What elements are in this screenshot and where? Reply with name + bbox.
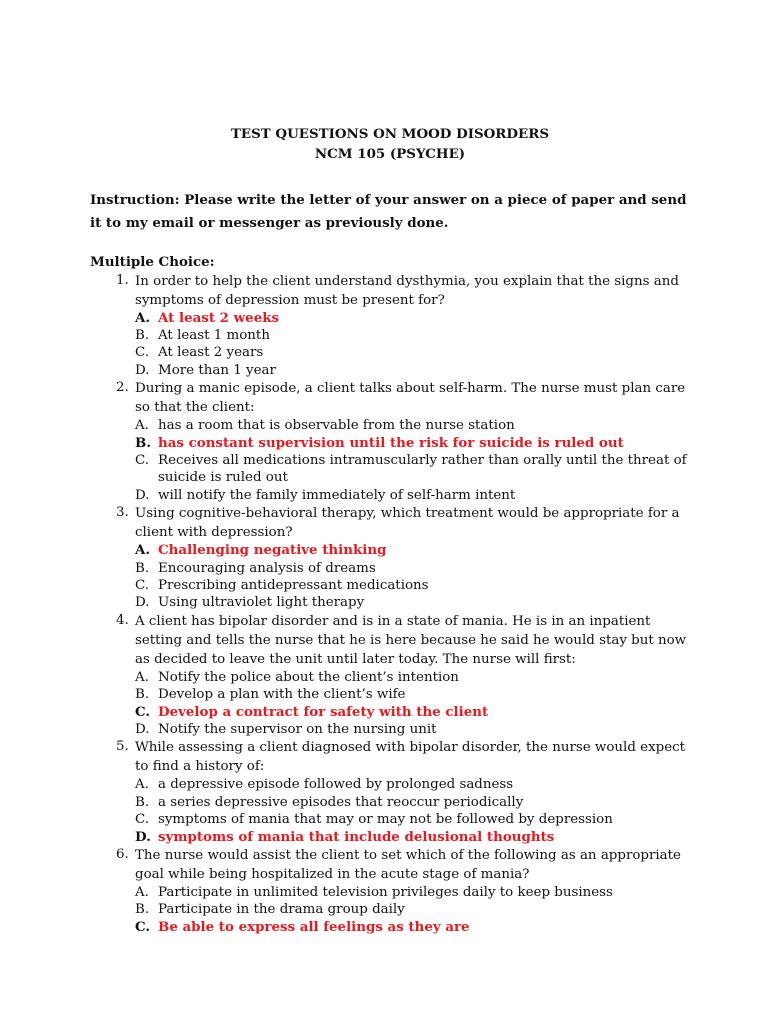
option-list: [135, 669, 690, 739]
question-item: [90, 504, 690, 612]
question-item: [90, 272, 690, 380]
option-letter: D.: [135, 595, 150, 611]
question-item: [90, 846, 690, 936]
option-text: symptoms of mania that include delusional thoughts: [158, 828, 555, 845]
option-text: Develop a plan with the client’s wife: [158, 687, 406, 703]
option-letter: C.: [135, 703, 151, 720]
option-list: [135, 884, 690, 936]
option-letter: A.: [135, 885, 149, 901]
option-text: symptoms of mania that may or may not be followed by depression: [158, 812, 613, 828]
answer-option-correct: [135, 829, 690, 846]
question-number: 6.: [116, 847, 129, 863]
question-text: Using cognitive-behavioral therapy, which treatment would be appropriate for a client with depression?: [135, 506, 680, 541]
option-letter: B.: [135, 794, 150, 810]
question-number: 1.: [116, 272, 129, 288]
answer-option: [135, 884, 690, 901]
option-text: At least 1 month: [158, 327, 270, 343]
option-list: [135, 310, 690, 380]
answer-option: [135, 577, 690, 594]
answer-option: [135, 721, 690, 738]
option-text: Receives all medications intramuscularly rather than orally until the threat of suicide is ruled out: [158, 452, 687, 486]
question-text: A client has bipolar disorder and is in a state of mania. He is in an inpatient setting and tells the nurse that he is here because he said he would stay but now as decided to leave the unit until later today. The nurse will first:: [135, 613, 687, 667]
answer-option: [135, 417, 690, 434]
question-text: During a manic episode, a client talks about self-harm. The nurse must plan care so that the client:: [135, 381, 686, 416]
question-item: [90, 612, 690, 739]
answer-option-correct: [135, 310, 690, 327]
answer-option: [135, 811, 690, 828]
document-page: [90, 124, 690, 936]
document-title: TEST QUESTIONS ON MOOD DISORDERS: [230, 126, 550, 142]
question-text: The nurse would assist the client to set which of the following as an appropriate goal while being hospitalized in the acute stage of mania?: [135, 848, 681, 883]
answer-option: [135, 794, 690, 811]
answer-option: [135, 362, 690, 379]
question-number: 4.: [116, 612, 129, 628]
answer-option-correct: [135, 919, 690, 936]
option-letter: C.: [135, 577, 150, 593]
answer-option: [135, 560, 690, 577]
option-letter: C.: [135, 918, 151, 935]
option-letter: B.: [135, 327, 150, 343]
question-item: [90, 379, 690, 504]
option-text: At least 2 weeks: [158, 309, 280, 326]
option-letter: A.: [135, 418, 149, 434]
option-text: Notify the police about the client’s intention: [158, 669, 459, 685]
option-letter: D.: [135, 828, 151, 845]
option-letter: D.: [135, 722, 150, 737]
answer-option: [135, 669, 690, 686]
option-letter: B.: [135, 687, 150, 703]
option-letter: A.: [135, 309, 151, 326]
question-number: 2.: [116, 380, 129, 396]
option-text: Participate in the drama group daily: [158, 902, 405, 918]
answer-option-correct: [135, 704, 690, 721]
question-text: In order to help the client understand dysthymia, you explain that the signs and symptoms of depression must be present for?: [135, 273, 679, 308]
answer-option: [135, 901, 690, 918]
option-text: has a room that is observable from the nurse station: [158, 418, 515, 434]
answer-option: [135, 594, 690, 611]
option-text: More than 1 year: [158, 362, 276, 378]
option-letter: A.: [135, 542, 151, 559]
answer-option: [135, 686, 690, 703]
option-text: will notify the family immediately of self-harm intent: [158, 487, 516, 503]
question-list: [90, 272, 690, 937]
answer-option: [135, 776, 690, 793]
question-number: 5.: [116, 739, 129, 755]
instruction-text: Instruction: Please write the letter of your answer on a piece of paper and send it to my email or messenger as previously done.: [90, 192, 687, 231]
option-list: [135, 542, 690, 612]
option-letter: B.: [135, 902, 150, 918]
option-letter: D.: [135, 487, 150, 503]
question-text: While assessing a client diagnosed with bipolar disorder, the nurse would expect to find a history of:: [135, 740, 686, 775]
option-letter: B.: [135, 560, 150, 576]
option-text: Develop a contract for safety with the client: [158, 703, 489, 720]
option-letter: C.: [135, 812, 150, 828]
option-text: has constant supervision until the risk for suicide is ruled out: [158, 434, 624, 451]
option-text: Be able to express all feelings as they are: [158, 918, 470, 935]
option-text: At least 2 years: [158, 345, 264, 361]
answer-option-correct: [135, 542, 690, 559]
option-letter: D.: [135, 362, 150, 378]
option-letter: C.: [135, 452, 150, 468]
option-letter: A.: [135, 777, 149, 793]
answer-option: [135, 487, 690, 504]
course-code: NCM 105 (PSYCHE): [314, 146, 466, 162]
section-heading: Multiple Choice:: [90, 254, 215, 270]
option-text: Notify the supervisor on the nursing unit: [158, 722, 437, 737]
option-text: Prescribing antidepressant medications: [158, 577, 429, 593]
answer-option: [135, 452, 690, 487]
question-item: [90, 738, 690, 846]
option-text: a depressive episode followed by prolonged sadness: [158, 777, 514, 793]
answer-option-correct: [135, 435, 690, 452]
option-letter: B.: [135, 434, 151, 451]
answer-option: [135, 327, 690, 344]
option-text: Challenging negative thinking: [158, 542, 387, 559]
option-list: [135, 417, 690, 504]
option-text: Participate in unlimited television privileges daily to keep business: [158, 885, 613, 901]
option-text: Encouraging analysis of dreams: [158, 560, 376, 576]
option-text: Using ultraviolet light therapy: [158, 595, 365, 611]
option-list: [135, 776, 690, 846]
question-number: 3.: [116, 505, 129, 521]
option-text: a series depressive episodes that reoccur periodically: [158, 794, 524, 810]
option-letter: C.: [135, 345, 150, 361]
option-letter: A.: [135, 669, 149, 685]
answer-option: [135, 344, 690, 361]
